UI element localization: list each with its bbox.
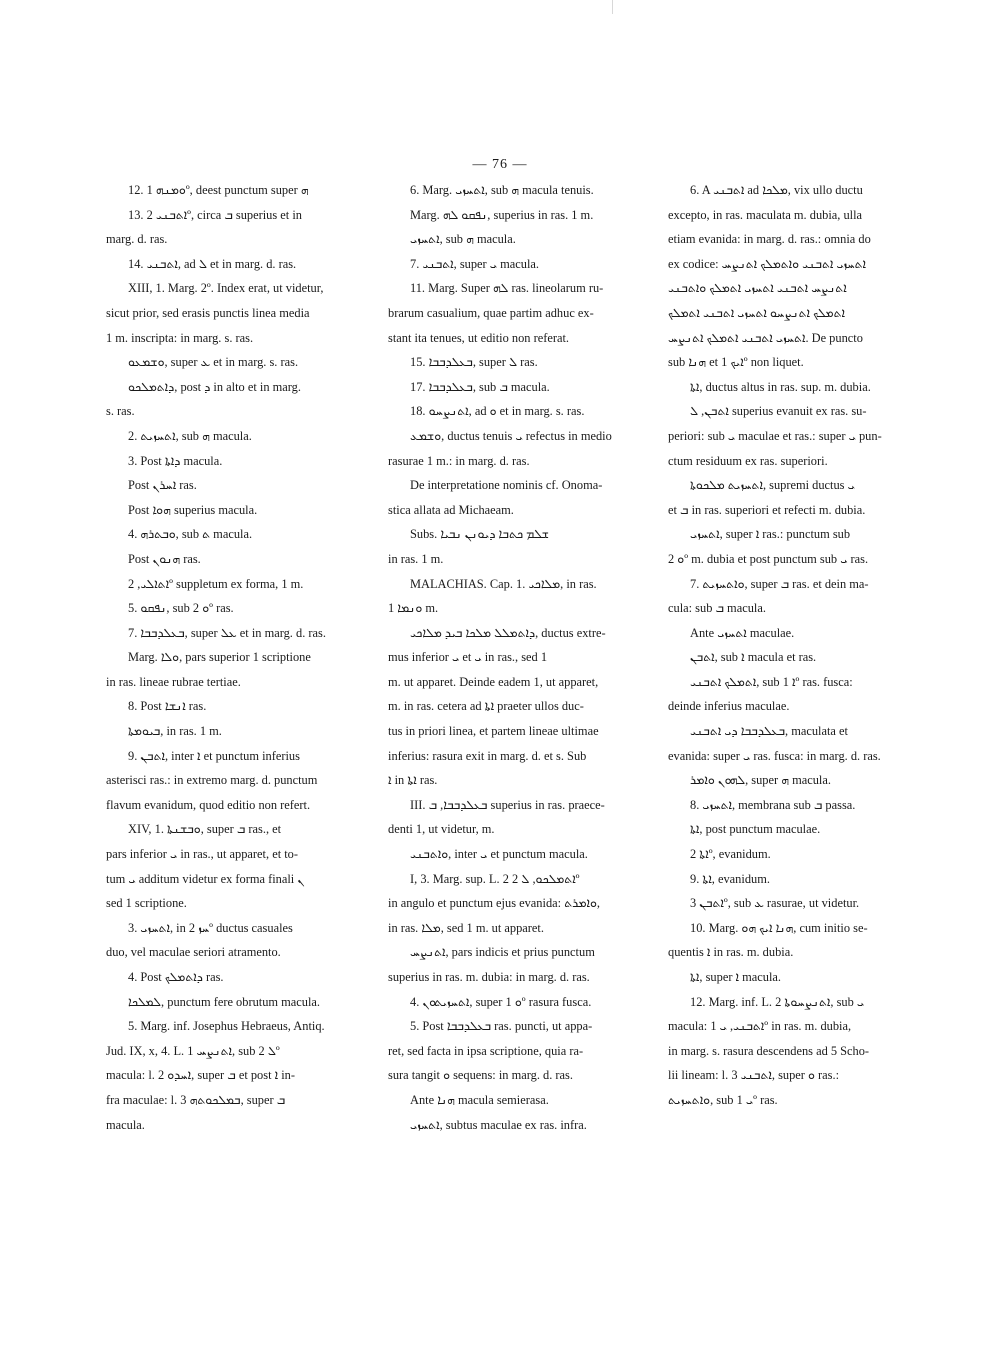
note-line: Post ܗܢܘܢ ras. bbox=[128, 551, 201, 566]
note-line: ܘܢܡܐ 1 m. bbox=[388, 601, 439, 616]
note-line: ܘܫܡܥ, ductus tenuis ܝ refectus in medio bbox=[410, 428, 612, 443]
note-line: evanida: super ܝ ras. fusca: in marg. d. ras. bbox=[668, 748, 881, 763]
note-line: 7. ܒܥܠܕܒܒܐ, super ܥܠ et in marg. d. ras. bbox=[128, 625, 326, 640]
note-line: 3. ܐܬܚܙܝ, in ܚܙ 2º ductus casuales bbox=[128, 920, 293, 935]
note-line: quentis ܐ in ras. m. dubia. bbox=[668, 945, 794, 960]
note-line: flavum evanidum, quod editio non refert. bbox=[106, 797, 311, 812]
note-line: 9. ܐܬܒܢ, inter ܐ et punctum inferius bbox=[128, 748, 300, 763]
note-line: duo, vel maculae seriori atramento. bbox=[106, 945, 281, 960]
note-line: MALACHIAS. Cap. 1. ܡܠܐܟܝ, in ras. bbox=[410, 576, 597, 591]
note-line: III. ܒܥܠܕܒܒܐ, ܒ superius in ras. praece- bbox=[410, 797, 605, 812]
scan-edge-mark bbox=[612, 0, 613, 14]
note-line: fra maculae: l. 3 ܒܡܠܟܘܬܗ, super ܒ bbox=[106, 1092, 286, 1107]
note-line: 17. ܒܥܠܕܒܒܐ, sub ܒ macula. bbox=[410, 379, 550, 394]
note-line: in ras. lineae rubrae tertiae. bbox=[106, 674, 241, 689]
note-line: 1 m. inscripta: in marg. s. ras. bbox=[106, 330, 254, 345]
note-line: sed 1 scriptione. bbox=[106, 896, 187, 911]
note-line: 9. ܐܬܐ, evanidum. bbox=[690, 871, 770, 886]
note-line: brarum casualium, quae partim adhuc ex- bbox=[388, 305, 594, 320]
note-line: 5. ܢܦܩܘ, sub ܘ 2º ras. bbox=[128, 601, 234, 616]
note-line: in marg. s. rasura descendens ad 5 Scho- bbox=[668, 1043, 870, 1058]
note-line: Subs. ܫܠܡ ܟܬܒܐ ܕܝܘܢܢ ܢܒܝܐ bbox=[410, 527, 549, 542]
note-line: ex codice: ܐܬܚܙܝ ܐܬܒܢܝ ܘܐܬܡܠܟ ܐܬܢܨܚ bbox=[668, 256, 867, 271]
note-line: 15. ܒܥܠܕܒܒܐ, super ܠ ras. bbox=[410, 355, 538, 370]
note-line: tum ܝ additum videtur ex forma finali ܢ bbox=[106, 871, 305, 886]
note-line: sicut prior, sed erasis punctis linea media bbox=[106, 305, 310, 320]
note-line: rasurae 1 m.: in marg. d. ras. bbox=[388, 453, 530, 468]
note-line: sub ܗܢܐ et ܐܝܟ 1º non liquet. bbox=[668, 355, 804, 370]
note-line: ܘܐܬܒܢܝ, inter ܝ et punctum macula. bbox=[410, 847, 588, 862]
note-line: ܐܬܢܨܚ ܐܬܒܢܝ ܐܬܚܙܝ ܐܬܡܠܟ ܘܐܬܒܢܝ bbox=[668, 281, 847, 296]
note-line: ܐܬܐ, post punctum maculae. bbox=[690, 822, 821, 837]
note-line: XIII, 1. Marg. 2º. Index erat, ut videtur, bbox=[128, 281, 324, 296]
note-line: ܐܬܢܨܚ, pars indicis et prius punctum bbox=[410, 945, 595, 960]
note-line: in ras. ܡܠܐ, sed 1 m. ut apparet. bbox=[388, 920, 544, 935]
note-line: ܐܬܚܙܝ, super ܐ ras.: punctum sub bbox=[690, 527, 851, 542]
note-line: 4. Post ܕܐܬܡܠܟ ras. bbox=[128, 970, 224, 984]
note-line: ܐܬܡܠܟ ܐܬܒܢܝ, sub ܐ 1º ras. fusca: bbox=[690, 674, 853, 689]
note-line: m. ut apparet. Deinde eadem 1, ut apparet, bbox=[388, 674, 599, 689]
note-line: Jud. IX, x, 4. L. 1 ܐܬܢܨܚ, sub ܠ 2º bbox=[106, 1043, 280, 1058]
note-line: Post ܐܚܪܢ ras. bbox=[128, 478, 197, 493]
note-line: 5. Marg. inf. Josephus Hebraeus, Antiq. bbox=[128, 1019, 325, 1034]
note-line: 8. Post ܐܢܫܐ ras. bbox=[128, 699, 207, 714]
note-line: I, 3. Marg. sup. L. 2 ܐܬܡܠܟܘ, ܠ 2º bbox=[410, 871, 580, 886]
note-line: asterisci ras.: in extremo marg. d. punctum bbox=[106, 773, 318, 788]
note-line: ܐܬܐܠܝ, 2º suppletum ex forma, 1 m. bbox=[128, 576, 304, 591]
note-line: ܐܬܚܙܝ ܐܬܒܢܝ ܐܬܡܠܟ ܐܬܢܨܚ. De puncto bbox=[668, 330, 863, 345]
note-line: ܐܬܐ 2º, evanidum. bbox=[690, 847, 771, 862]
note-line: Ante ܗܢܐ macula semierasa. bbox=[410, 1092, 549, 1107]
note-line: ctum residuum ex ras. superiori. bbox=[668, 453, 828, 468]
note-line: mus inferior ܝ et ܝ in ras., sed 1 bbox=[388, 650, 548, 665]
note-line: ܐܬܒܢ, sub ܐ macula et ras. bbox=[690, 650, 817, 665]
note-line: 14. ܐܬܒܢܝ, ad ܠ et in marg. d. ras. bbox=[128, 256, 297, 271]
note-line: marg. d. ras. bbox=[106, 232, 168, 247]
note-line: denti 1, ut videtur, m. bbox=[388, 822, 495, 837]
note-line: in angulo et punctum ejus evanida: ܘܐܡܪܬ, bbox=[388, 896, 600, 911]
note-line: ܠܡܠܟܐ, punctum fere obrutum macula. bbox=[128, 994, 321, 1009]
note-line: 4. ܐܬܚܙܝܬܘܢ, super ܘ 1º rasura fusca. bbox=[410, 994, 592, 1009]
note-line: lii lineam: l. 3 ܐܬܒܢܝ, super ܘ ras.: bbox=[668, 1068, 840, 1083]
note-line: Marg. ܘܠܐ, pars superior 1 scriptione bbox=[128, 650, 311, 665]
note-line: macula. bbox=[106, 1117, 145, 1132]
note-line: ܐܬܡܠܟ ܐܬܢܨܚܘ ܐܬܚܙܝ ܐܬܒܢܝ ܐܬܡܠܟ bbox=[668, 305, 845, 320]
note-line: Ante ܐܬܚܙܝ maculae. bbox=[690, 625, 795, 640]
note-line: ܒܝܘܡܬܐ, in ras. 1 m. bbox=[128, 724, 222, 739]
note-line: stica allata ad Michaeam. bbox=[388, 502, 514, 517]
note-line: superius in ras. m. dubia: in marg. d. ras. bbox=[388, 970, 590, 984]
note-line: ܐܬܒܢ 3º, sub ܥ rasurae, ut videtur. bbox=[690, 896, 860, 911]
note-line: ret, sed facta in ipsa scriptione, quia ra- bbox=[388, 1043, 584, 1058]
note-line: et ܒ in ras. superiori et refecti m. dubia. bbox=[668, 502, 866, 517]
note-line: pars inferior ܝ in ras., ut apparet, et to- bbox=[106, 847, 299, 862]
note-line: ܐ in ܐܬܐ ras. bbox=[388, 773, 438, 788]
note-line: XIV, 1. ܘܒܫܢܬܐ, super ܒ ras., et bbox=[128, 822, 282, 837]
column-left bbox=[106, 178, 368, 1137]
note-line: macula: ܐܬܒܢܝ, ܝ 1º in ras. m. dubia, bbox=[668, 1019, 852, 1034]
note-line: Post ܗܘܐ superius macula. bbox=[128, 502, 258, 517]
note-line: etiam evanida: in marg. d. ras.: omnia do bbox=[668, 232, 871, 247]
note-line: deinde inferius maculae. bbox=[668, 699, 790, 714]
column-right bbox=[668, 178, 930, 1113]
note-line: in ras. 1 m. bbox=[388, 551, 444, 566]
note-line: m. in ras. cetera ad ܐܬܐ praeter ullos duc- bbox=[388, 699, 584, 714]
note-line: Marg. ܢܦܩܘ ܠܗ, superius in ras. 1 m. bbox=[410, 207, 594, 222]
note-line: 4. ܘܒܬܪܗ, sub ܬ macula. bbox=[128, 527, 253, 542]
note-line: 3. Post ܕܐܬܐ macula. bbox=[128, 453, 223, 468]
note-line: 12. Marg. inf. L. 2 ܐܬܢܨܚܘܬܐ, sub ܝ bbox=[690, 994, 865, 1009]
note-line: ܠܗܘܢ ܘܐܡܪ, super ܗ macula. bbox=[690, 773, 831, 788]
note-line: 10. Marg. ܗܢܐ ܐܝܟ ܗܘ, cum initio se- bbox=[690, 920, 868, 935]
note-line: 13. ܐܬܒܢܝ 2º, circa ܒ superius et in bbox=[128, 207, 302, 222]
note-line: ܐܬܚܙܝܬ ܡܠܟܘܬܐ, supremi ductus ܝ bbox=[690, 478, 855, 493]
column-middle bbox=[388, 178, 650, 1137]
note-line: macula: l. 2 ܐܚܕܘ, super ܒ et post ܐ in- bbox=[106, 1068, 295, 1083]
note-line: excepto, in ras. maculata m. dubia, ulla bbox=[668, 207, 863, 222]
note-line: inferius: rasura exit in marg. d. et s. Sub bbox=[388, 748, 587, 763]
note-line: sura tangit ܘ sequens: in marg. d. ras. bbox=[388, 1068, 573, 1083]
note-line: 7. ܘܐܬܚܙܝܬ, super ܒ ras. et dein ma- bbox=[690, 576, 869, 591]
note-line: 2. ܐܬܚܙܝܬ, sub ܗ macula. bbox=[128, 428, 252, 443]
note-line: ܘܐܬܚܙܝܬ, sub ܝ 1º ras. bbox=[668, 1092, 778, 1107]
note-line: 6. A ܐܬܒܢܝ ad ܡܠܟܐ, vix ullo ductu bbox=[690, 183, 863, 197]
note-line: De interpretatione nominis cf. Onoma- bbox=[410, 478, 603, 493]
note-line: s. ras. bbox=[106, 404, 135, 419]
note-line: ܕܐܬܡܠܟܘ, post ܕ in alto et in marg. bbox=[128, 379, 301, 394]
note-line: tus in priori linea, et partem lineae ultimae bbox=[388, 724, 599, 739]
note-line: cula: sub ܒ macula. bbox=[668, 601, 766, 616]
note-line: ܒܥܠܕܒܒܐ ܕܝ ܐܬܒܢܝ, maculata et bbox=[690, 724, 848, 739]
note-line: ܐܬܒܢ, ܠ superius evanuit ex ras. su- bbox=[690, 404, 867, 419]
note-line: ܕܐܬܡܠܠ ܡܠܟܐ ܒܝܕ ܡܠܐܟܝ, ductus extre- bbox=[410, 625, 606, 640]
note-line: ܐܬܐ, ductus altus in ras. sup. m. dubia. bbox=[690, 379, 871, 394]
note-line: ܐܬܚܙܝ, subtus maculae ex ras. infra. bbox=[410, 1117, 587, 1132]
note-line: ܐܬܐ, super ܐ macula. bbox=[690, 970, 782, 984]
note-line: 12. ܘܡܢܗ 1º, deest punctum super ܗ bbox=[128, 183, 309, 197]
note-line: 5. Post ܒܥܠܕܒܒܐ ras. puncti, ut appa- bbox=[410, 1019, 593, 1034]
page-number: — 76 — bbox=[472, 157, 528, 172]
note-line: 8. ܐܬܚܙܝ, membrana sub ܒ passa. bbox=[690, 797, 856, 812]
note-line: ܘܫܡܥܘ, super ܥ et in marg. s. ras. bbox=[128, 355, 299, 370]
note-line: 6. Marg. ܐܬܚܙܝ, sub ܗ macula tenuis. bbox=[410, 183, 594, 197]
note-line: ܐܬܚܙܝ, sub ܗ macula. bbox=[410, 232, 516, 247]
note-line: 18. ܐܬܢܨܚܘ, ad ܘ et in marg. s. ras. bbox=[410, 404, 585, 419]
note-line: ܘ 2º m. dubia et post punctum sub ܝ ras. bbox=[668, 551, 869, 566]
note-line: 11. Marg. Super ܠܗ ras. lineolarum ru- bbox=[410, 281, 604, 296]
note-line: 7. ܐܬܒܢܝ, super ܝ macula. bbox=[410, 256, 539, 271]
note-line: stant ita tenues, ut editio non referat. bbox=[388, 330, 569, 345]
note-line: periori: sub ܝ maculae et ras.: super ܝ pun- bbox=[668, 428, 882, 443]
